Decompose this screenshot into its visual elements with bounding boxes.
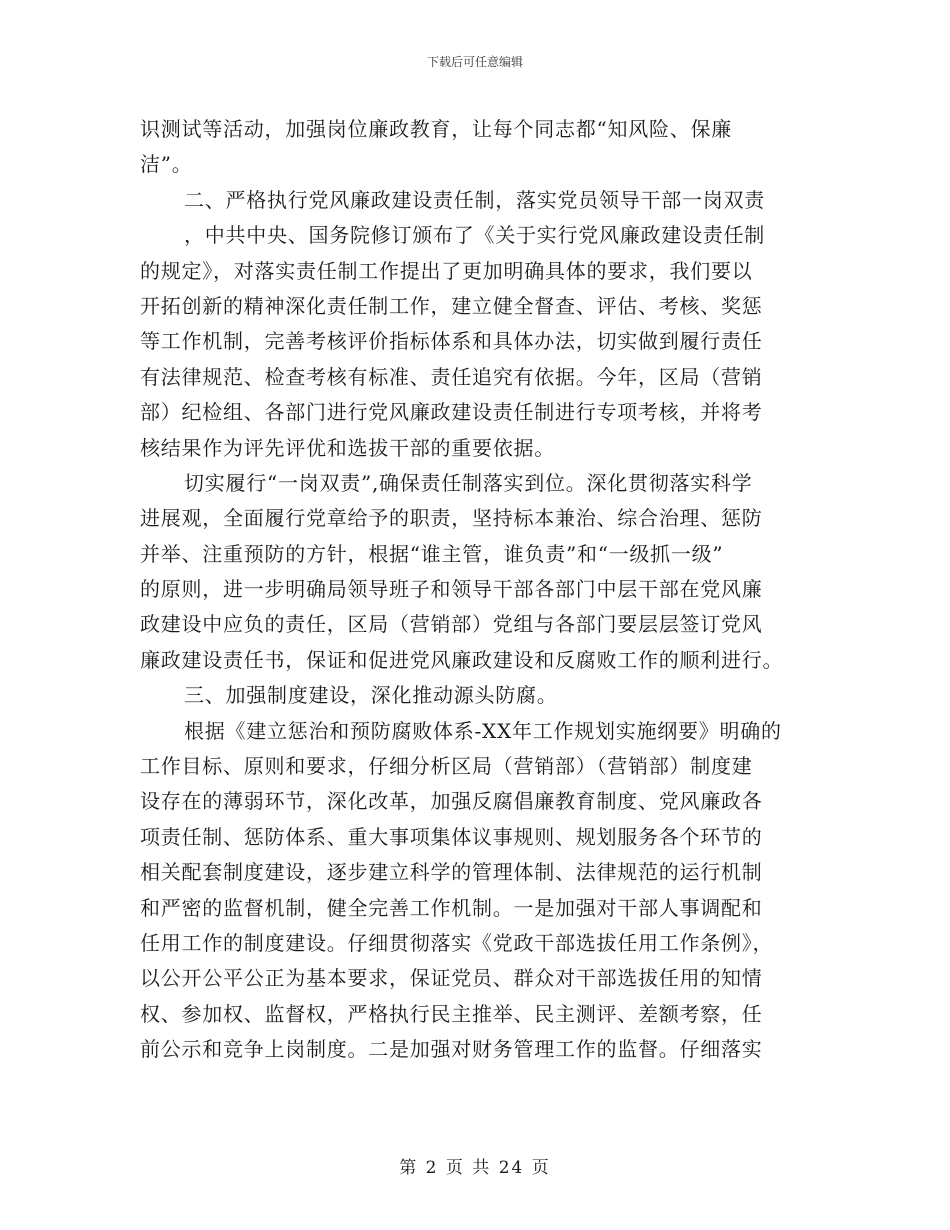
text-line: 进展观，全面履行党章给予的职责，坚持标本兼治、综合治理、惩防 — [140, 506, 763, 531]
text-line: 廉政建设责任书，保证和促进党风廉政建设和反腐败工作的顺利进行。 — [140, 647, 784, 672]
text-line: 和严密的监督机制，健全完善工作机制。一是加强对干部人事调配和 — [140, 895, 763, 920]
text-line: 的规定》，对落实责任制工作提出了更加明确具体的要求，我们要以 — [140, 258, 753, 283]
text-line: 切实履行“一岗双责”,确保责任制落实到位。深化贯彻落实科学 — [184, 470, 753, 495]
page-header-note: 下载后可任意编辑 — [426, 55, 523, 69]
text-line: 部）纪检组、各部门进行党风廉政建设责任制进行专项考核，并将考 — [140, 400, 763, 425]
text-line: 政建设中应负的责任，区局（营销部）党组与各部门要层层签订党风 — [140, 612, 763, 637]
text-line: 设存在的薄弱环节，深化改革，加强反腐倡廉教育制度、党风廉政各 — [140, 789, 763, 814]
text-line: 并举、注重预防的方针，根据“谁主管，谁负责”和“一级抓一级” — [140, 541, 724, 566]
text-line: 根据《建立惩治和预防腐败体系-XX年工作规划实施纲要》明确的 — [184, 718, 782, 743]
text-line: 相关配套制度建设，逐步建立科学的管理体制、法律规范的运行机制 — [140, 860, 763, 885]
text-line: 核结果作为评先评优和选拔干部的重要依据。 — [140, 435, 555, 460]
text-line: 权、参加权、监督权，严格执行民主推举、民主测评、差额考察，任 — [140, 1001, 763, 1026]
text-line: ，中共中央、国务院修订颁布了《关于实行党风廉政建设责任制 — [184, 223, 765, 248]
section-heading: 三、加强制度建设，深化推动源头防腐。 — [184, 683, 558, 708]
document-body — [140, 112, 812, 1068]
text-line: 识测试等活动，加强岗位廉政教育，让每个同志都“知风险、保廉 — [140, 117, 732, 141]
page-number-footer: 第 2 页 共 24 页 — [399, 1158, 551, 1178]
section-heading: 二、严格执行党风廉政建设责任制，落实党员领导干部一岗双责 — [184, 187, 765, 212]
text-line: 工作目标、原则和要求，仔细分析区局（营销部）（营销部）制度建 — [140, 754, 753, 779]
text-line: 洁”。 — [140, 152, 193, 177]
text-line: 的原则，进一步明确局领导班子和领导干部各部门中层干部在党风廉 — [140, 577, 763, 602]
text-line: 前公示和竞争上岗制度。二是加强对财务管理工作的监督。仔细落实 — [140, 1037, 763, 1062]
text-line: 开拓创新的精神深化责任制工作，建立健全督查、评估、考核、奖惩 — [140, 293, 763, 318]
text-line: 以公开公平公正为基本要求，保证党员、群众对干部选拔任用的知情 — [140, 966, 763, 991]
text-line: 项责任制、惩防体系、重大事项集体议事规则、规划服务各个环节的 — [140, 824, 763, 849]
text-line: 有法律规范、检查考核有标准、责任追究有依据。今年，区局（营销 — [140, 364, 763, 389]
text-line: 等工作机制，完善考核评价指标体系和具体办法，切实做到履行责任 — [140, 329, 763, 354]
text-line: 任用工作的制度建设。仔细贯彻落实《党政干部选拔任用工作条例》， — [140, 930, 774, 955]
